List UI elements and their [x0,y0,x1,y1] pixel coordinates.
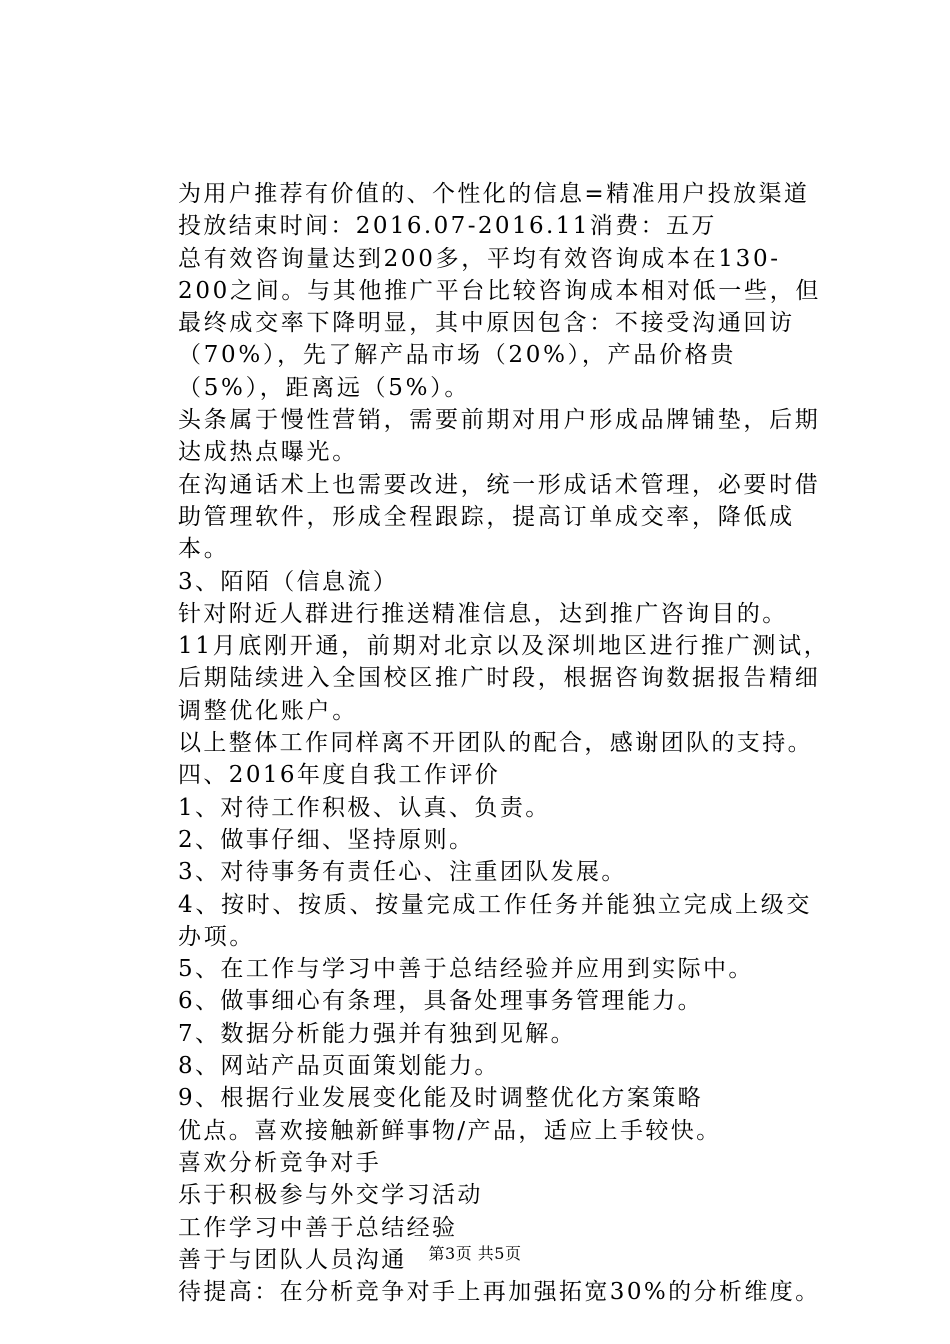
document-body [128,178,830,1308]
list-item-evaluation-3: 3、对待事务有责任心、注重团队发展。 [178,859,627,886]
paragraph-communication-script: 在沟通话术上也需要改进，统一形成话术管理，必要时借助管理软件，形成全程跟踪，提高订单成交率，降低成本。 [178,471,821,563]
list-item-evaluation-7: 7、数据分析能力强并有独到见解。 [178,1020,577,1047]
list-item-evaluation-4: 4、按时、按质、按量完成工作任务并能独立完成上级交办项。 [178,891,813,950]
paragraph-momo-targeting: 针对附近人群进行推送精准信息，达到推广咨询目的。 [178,600,788,627]
strength-item-teamwork: 善于与团队人员沟通 [178,1246,407,1273]
paragraph-momo-launch: 11月底刚开通，前期对北京以及深圳地区进行推广测试，后期陆续进入全国校区推广时段，根据咨询数据报告精细调整优化账户。 [178,633,830,724]
page-footer [0,1244,950,1264]
page-number-indicator: 第3页 共5页 [428,1244,522,1263]
list-item-evaluation-6: 6、做事细心有条理，具备处理事务管理能力。 [178,988,704,1015]
paragraph-consult-stats: 总有效咨询量达到200多，平均有效咨询成本在130-200之间。与其他推广平台比较咨询成本相对低一些，但最终成交率下降明显，其中原因包含：不接受沟通回访（70%），先了解产品市场（20%），产品价格贵（5%），距离远（5%）。 [178,245,822,401]
paragraph-toutiao-marketing: 头条属于慢性营销，需要前期对用户形成品牌铺垫，后期达成热点曝光。 [178,407,821,466]
section-heading-momo: 3、陌陌（信息流） [178,568,399,595]
list-item-evaluation-9: 9、根据行业发展变化能及时调整优化方案策略 [178,1085,704,1112]
paragraph-strengths: 优点。喜欢接触新鲜事物/产品，适应上手较快。 [178,1117,722,1144]
paragraph-to-improve: 待提高：在分析竞争对手上再加强拓宽30%的分析维度。 [178,1279,821,1306]
paragraph-recommend-info: 为用户推荐有价值的、个性化的信息=精准用户投放渠道 [178,181,810,207]
strength-item-activities: 乐于积极参与外交学习活动 [178,1182,483,1209]
strength-item-summarize: 工作学习中善于总结经验 [178,1214,458,1241]
paragraph-campaign-time: 投放结束时间：2016.07-2016.11消费：五万 [178,213,717,240]
paragraph-team-thanks: 以上整体工作同样离不开团队的配合，感谢团队的支持。 [178,730,813,757]
list-item-evaluation-2: 2、做事仔细、坚持原则。 [178,826,475,853]
list-item-evaluation-8: 8、网站产品页面策划能力。 [178,1053,500,1080]
section-heading-self-evaluation: 四、2016年度自我工作评价 [178,762,501,789]
list-item-evaluation-5: 5、在工作与学习中善于总结经验并应用到实际中。 [178,956,754,983]
strength-item-competitor-analysis: 喜欢分析竞争对手 [178,1149,382,1176]
list-item-evaluation-1: 1、对待工作积极、认真、负责。 [178,794,551,821]
